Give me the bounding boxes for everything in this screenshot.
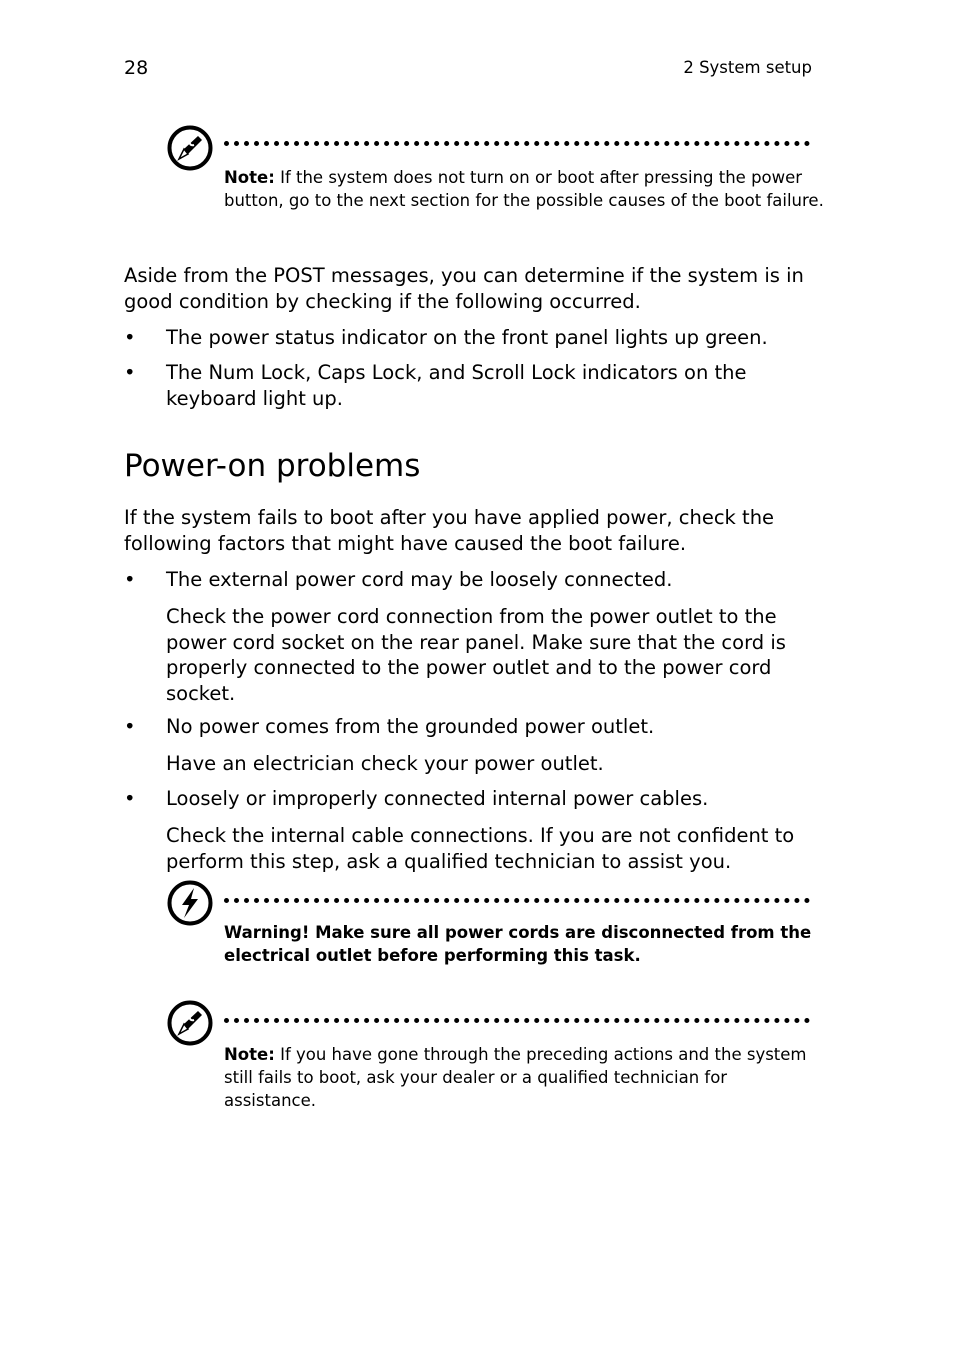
list-item-text: The external power cord may be loosely connected. [166,568,673,591]
list-item-text: The power status indicator on the front panel lights up green. [166,326,768,349]
running-header: 2 System setup [683,58,812,77]
list-item-detail: Check the internal cable connections. If you are not confident to perform this step, ask a qualified technician to assist you. [166,824,795,873]
note-pencil-icon [167,1000,213,1046]
warning-text: Warning! Make sure all power cords are disconnected from the electrical outlet before performing this task. [224,923,812,965]
intro-paragraph: Aside from the POST messages, you can determine if the system is in good condition by checking if the following occurred. [124,264,804,313]
bullet-icon: • [124,361,136,384]
list-item-detail: Check the power cord connection from the power outlet to the power cord socket on the rear panel. Make sure that the cord is properly connected to the power outlet and to the power cord socket. [166,605,786,705]
note-body: If you have gone through the preceding actions and the system still fails to boot, ask your dealer or a qualified technician for assistance. [224,1045,807,1110]
note-divider [224,141,810,146]
lightning-warning-icon [167,880,213,926]
list-item-text: The Num Lock, Caps Lock, and Scroll Lock indicators on the keyboard light up. [166,361,747,410]
page-number: 28 [124,57,149,79]
note-label: Note: [224,1045,275,1064]
list-item-text: Loosely or improperly connected internal power cables. [166,787,709,810]
section-heading: Power-on problems [124,448,421,484]
note-text [224,1043,824,1112]
section-paragraph: If the system fails to boot after you have applied power, check the following factors that might have caused the boot failure. [124,506,775,555]
note-divider [224,1018,810,1023]
bullet-icon: • [124,787,136,810]
list-item-detail: Have an electrician check your power outlet. [166,752,604,775]
note-body: If the system does not turn on or boot after pressing the power button, go to the next section for the possible causes of the boot failure. [224,168,824,210]
bullet-icon: • [124,568,136,591]
warning-divider [224,898,810,903]
note-pencil-icon [167,125,213,171]
list-item-text: No power comes from the grounded power outlet. [166,715,655,738]
bullet-icon: • [124,715,136,738]
note-label: Note: [224,168,275,187]
bullet-icon: • [124,326,136,349]
note-text [224,166,824,212]
